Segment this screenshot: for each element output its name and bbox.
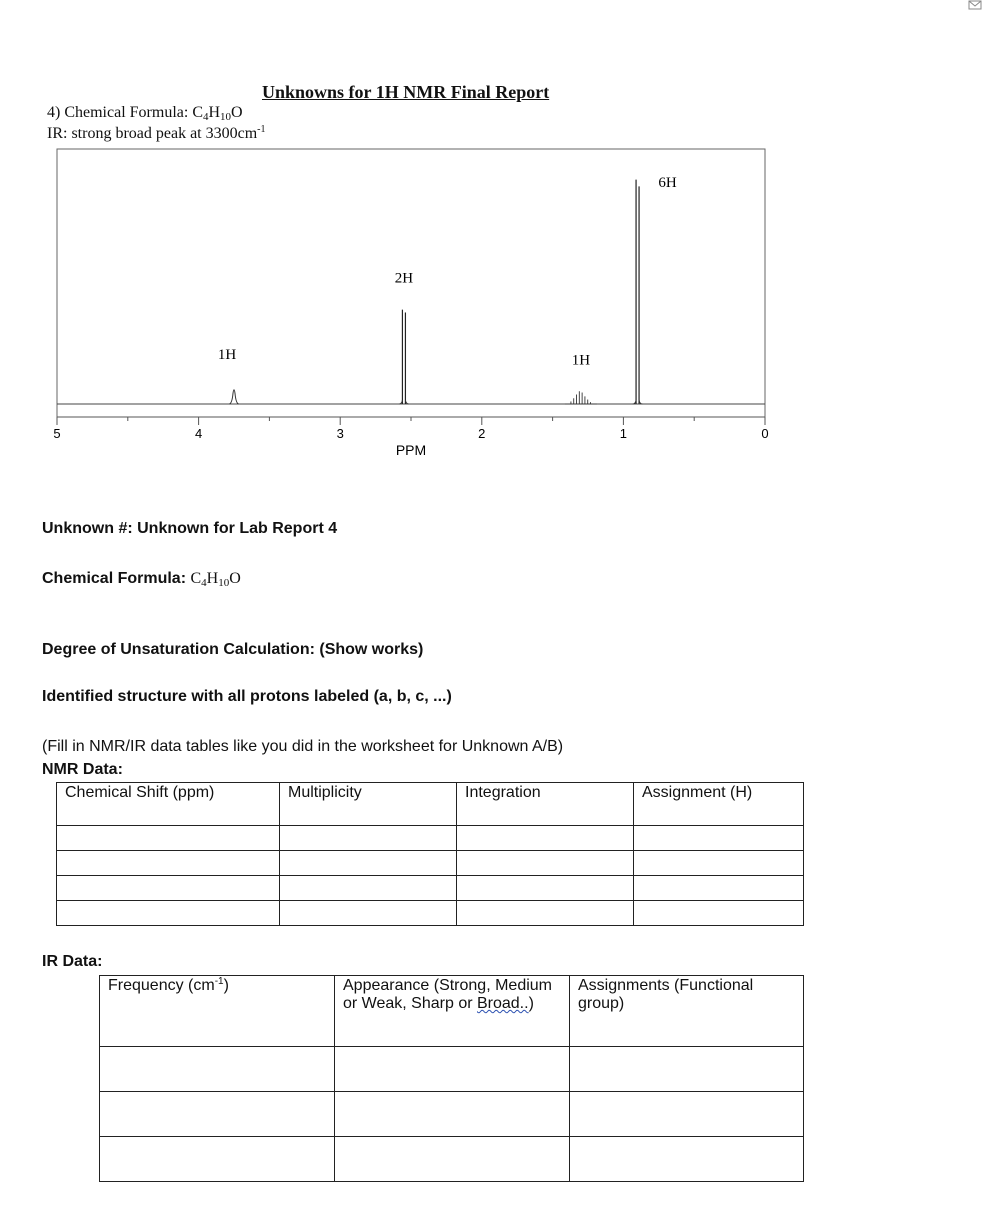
nmr-peak <box>399 310 409 404</box>
formula-o: O <box>231 104 243 121</box>
ir-cell[interactable] <box>100 1092 335 1137</box>
envelope-icon <box>968 0 982 10</box>
ir-cell[interactable] <box>100 1137 335 1182</box>
ir-frequency-sup: -1 <box>214 976 224 987</box>
integration-label: 6H <box>658 175 677 191</box>
ir-data-label: IR Data: <box>42 953 103 970</box>
nmr-cell[interactable] <box>280 901 457 926</box>
nmr-cell[interactable] <box>280 851 457 876</box>
nmr-cell[interactable] <box>280 876 457 901</box>
formula-c-count: 4 <box>202 111 209 123</box>
nmr-cell[interactable] <box>457 851 634 876</box>
formula-o-2: O <box>229 570 241 587</box>
integration-label: 1H <box>217 347 237 364</box>
formula-c-2: C <box>190 570 202 587</box>
nmr-cell[interactable] <box>634 826 804 851</box>
x-tick-label: 1 <box>619 426 628 441</box>
nmr-cell[interactable] <box>634 876 804 901</box>
table-row <box>100 1092 804 1137</box>
table-row <box>100 1047 804 1092</box>
ir-cell[interactable] <box>335 1092 570 1137</box>
integration-label: 1H <box>571 352 591 369</box>
table-row <box>57 876 804 901</box>
nmr-cell[interactable] <box>280 826 457 851</box>
x-tick-label: 0 <box>761 426 769 441</box>
ir-header-frequency <box>100 976 335 1047</box>
ir-header-assignments: Assignments (Functional group) <box>570 976 804 1047</box>
nmr-header-row <box>57 783 804 826</box>
table-row <box>57 901 804 926</box>
x-tick-label: 3 <box>336 426 344 441</box>
formula-h-count: 10 <box>220 111 232 123</box>
ir-cell[interactable] <box>570 1092 804 1137</box>
ir-cell[interactable] <box>335 1047 570 1092</box>
structure-label: Identified structure with all protons labeled (a, b, c, ...) <box>42 688 452 705</box>
formula-h: H <box>208 104 221 121</box>
chemical-formula-text: Chemical Formula: <box>42 570 191 587</box>
formula-c-count-2: 4 <box>201 577 207 589</box>
x-tick-label: 5 <box>53 426 61 441</box>
nmr-spectrum-chart <box>0 0 984 470</box>
ir-appearance-text: Appearance (Strong, Medium or Weak, Sharp or <box>343 977 552 1012</box>
table-row <box>57 826 804 851</box>
table-row <box>57 851 804 876</box>
integration-label: 2H <box>394 270 414 287</box>
nmr-header-multiplicity: Multiplicity <box>280 783 457 826</box>
page-title: Unknowns for 1H NMR Final Report <box>262 82 550 102</box>
x-tick-label: 2 <box>478 426 486 441</box>
ir-frequency-text: Frequency (cm <box>108 977 215 994</box>
chemical-formula-label <box>42 570 241 588</box>
ir-note-text: IR: strong broad peak at 3300cm <box>47 125 258 142</box>
ir-frequency-end: ) <box>223 977 229 994</box>
fill-instruction: (Fill in NMR/IR data tables like you did in the worksheet for Unknown A/B) <box>42 738 564 755</box>
formula-h-2: H <box>206 570 219 587</box>
nmr-cell[interactable] <box>634 851 804 876</box>
problem-number: 4) Chemical Formula: <box>47 104 193 121</box>
ir-cell[interactable] <box>100 1047 335 1092</box>
ir-appearance-broad: Broad.. <box>476 995 529 1012</box>
nmr-cell[interactable] <box>457 901 634 926</box>
formula-c: C <box>192 104 203 121</box>
nmr-cell[interactable] <box>457 876 634 901</box>
nmr-cell[interactable] <box>57 901 280 926</box>
nmr-cell[interactable] <box>57 876 280 901</box>
nmr-header-assignment: Assignment (H) <box>634 783 804 826</box>
nmr-cell[interactable] <box>57 851 280 876</box>
nmr-cell[interactable] <box>634 901 804 926</box>
nmr-peak <box>633 180 643 404</box>
nmr-header-integration: Integration <box>457 783 634 826</box>
x-axis-label: PPM <box>395 442 427 458</box>
ir-cell[interactable] <box>570 1047 804 1092</box>
ir-note-sup: -1 <box>257 124 266 135</box>
degree-unsaturation-label: Degree of Unsaturation Calculation: (Show works) <box>42 641 424 658</box>
ir-cell[interactable] <box>335 1137 570 1182</box>
table-row <box>100 1137 804 1182</box>
nmr-peak <box>565 391 597 404</box>
formula-value <box>190 570 240 587</box>
nmr-cell[interactable] <box>57 826 280 851</box>
ir-header-appearance <box>335 976 570 1047</box>
unknown-number-label: Unknown #: Unknown for Lab Report 4 <box>42 520 338 537</box>
ir-appearance-end: ) <box>528 995 534 1012</box>
ir-cell[interactable] <box>570 1137 804 1182</box>
formula-h-count-2: 10 <box>218 577 230 589</box>
ir-header-row <box>100 976 804 1047</box>
nmr-cell[interactable] <box>457 826 634 851</box>
ir-data-table <box>99 975 804 1182</box>
nmr-header-shift: Chemical Shift (ppm) <box>57 783 280 826</box>
nmr-peak <box>229 390 239 404</box>
nmr-data-label: NMR Data: <box>42 761 123 778</box>
x-tick-label: 4 <box>194 426 203 441</box>
nmr-data-table <box>56 782 804 926</box>
